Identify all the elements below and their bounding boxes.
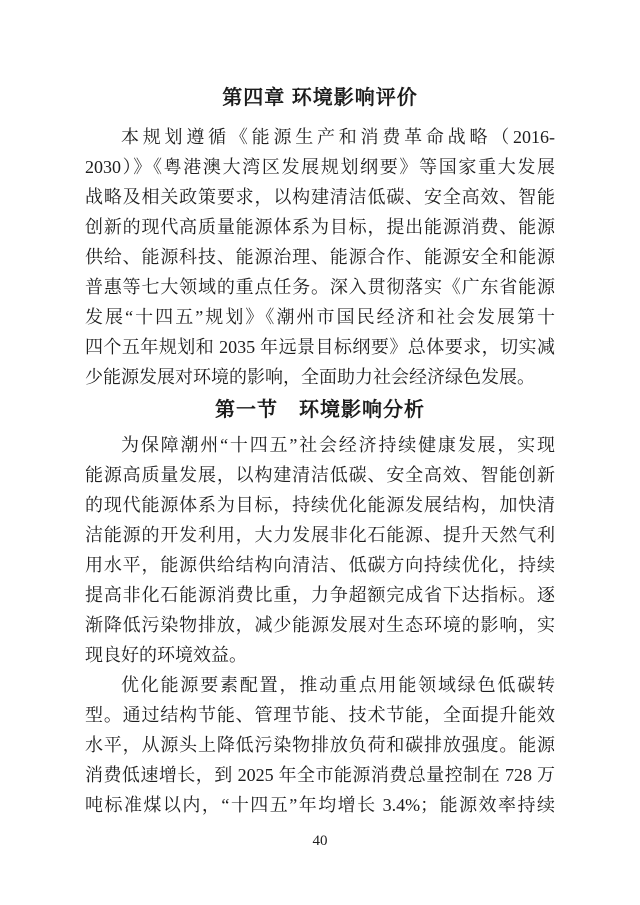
paragraph-line: 洁能源的开发利用，大力发展非化石能源、提升天然气利 <box>85 525 555 545</box>
paragraph-line: 水平，从源头上降低污染物排放负荷和碳排放强度。能源 <box>85 735 555 755</box>
section-heading: 第一节 环境影响分析 <box>215 399 425 421</box>
paragraph-line: 能源高质量发展，以构建清洁低碳、安全高效、智能创新 <box>85 465 555 485</box>
paragraph-line: 型。通过结构节能、管理节能、技术节能，全面提升能效 <box>85 705 555 725</box>
paragraph-line: 提高非化石能源消费比重，力争超额完成省下达指标。逐 <box>85 585 555 605</box>
paragraph-line: 四个五年规划和 2035 年远景目标纲要》总体要求，切实减 <box>85 337 555 357</box>
paragraph-3 <box>85 670 555 820</box>
paragraph-line: 消费低速增长，到 2025 年全市能源消费总量控制在 728 万 <box>85 765 555 785</box>
paragraph-line: 优化能源要素配置，推动重点用能领域绿色低碳转 <box>121 675 555 695</box>
paragraph-line: 本规划遵循《能源生产和消费革命战略（2016- <box>121 127 555 147</box>
paragraph-line: 发展“十四五”规划》《潮州市国民经济和社会发展第十 <box>85 307 555 327</box>
page-number: 40 <box>312 833 328 849</box>
paragraph-line: 创新的现代高质量能源体系为目标，提出能源消费、能源 <box>85 217 555 237</box>
paragraph-line: 供给、能源科技、能源治理、能源合作、能源安全和能源 <box>85 247 555 267</box>
paragraph-1 <box>85 122 555 392</box>
paragraph-line: 渐降低污染物排放，减少能源发展对生态环境的影响，实 <box>85 615 555 635</box>
paragraph-line: 的现代能源体系为目标，持续优化能源发展结构，加快清 <box>85 495 555 515</box>
chapter-heading: 第四章 环境影响评价 <box>222 87 418 109</box>
paragraph-line: 用水平，能源供给结构向清洁、低碳方向持续优化，持续 <box>85 555 555 575</box>
paragraph-2 <box>85 430 555 670</box>
paragraph-line: 普惠等七大领域的重点任务。深入贯彻落实《广东省能源 <box>85 277 555 297</box>
paragraph-line: 吨标准煤以内，“十四五”年均增长 3.4%；能源效率持续 <box>85 795 555 815</box>
paragraph-line: 战略及相关政策要求，以构建清洁低碳、安全高效、智能 <box>85 187 555 207</box>
paragraph-line: 2030）》《粤港澳大湾区发展规划纲要》等国家重大发展 <box>85 157 555 177</box>
paragraph-line: 少能源发展对环境的影响，全面助力社会经济绿色发展。 <box>85 367 535 387</box>
paragraph-line: 现良好的环境效益。 <box>85 645 247 665</box>
paragraph-line: 为保障潮州“十四五”社会经济持续健康发展，实现 <box>121 435 555 455</box>
